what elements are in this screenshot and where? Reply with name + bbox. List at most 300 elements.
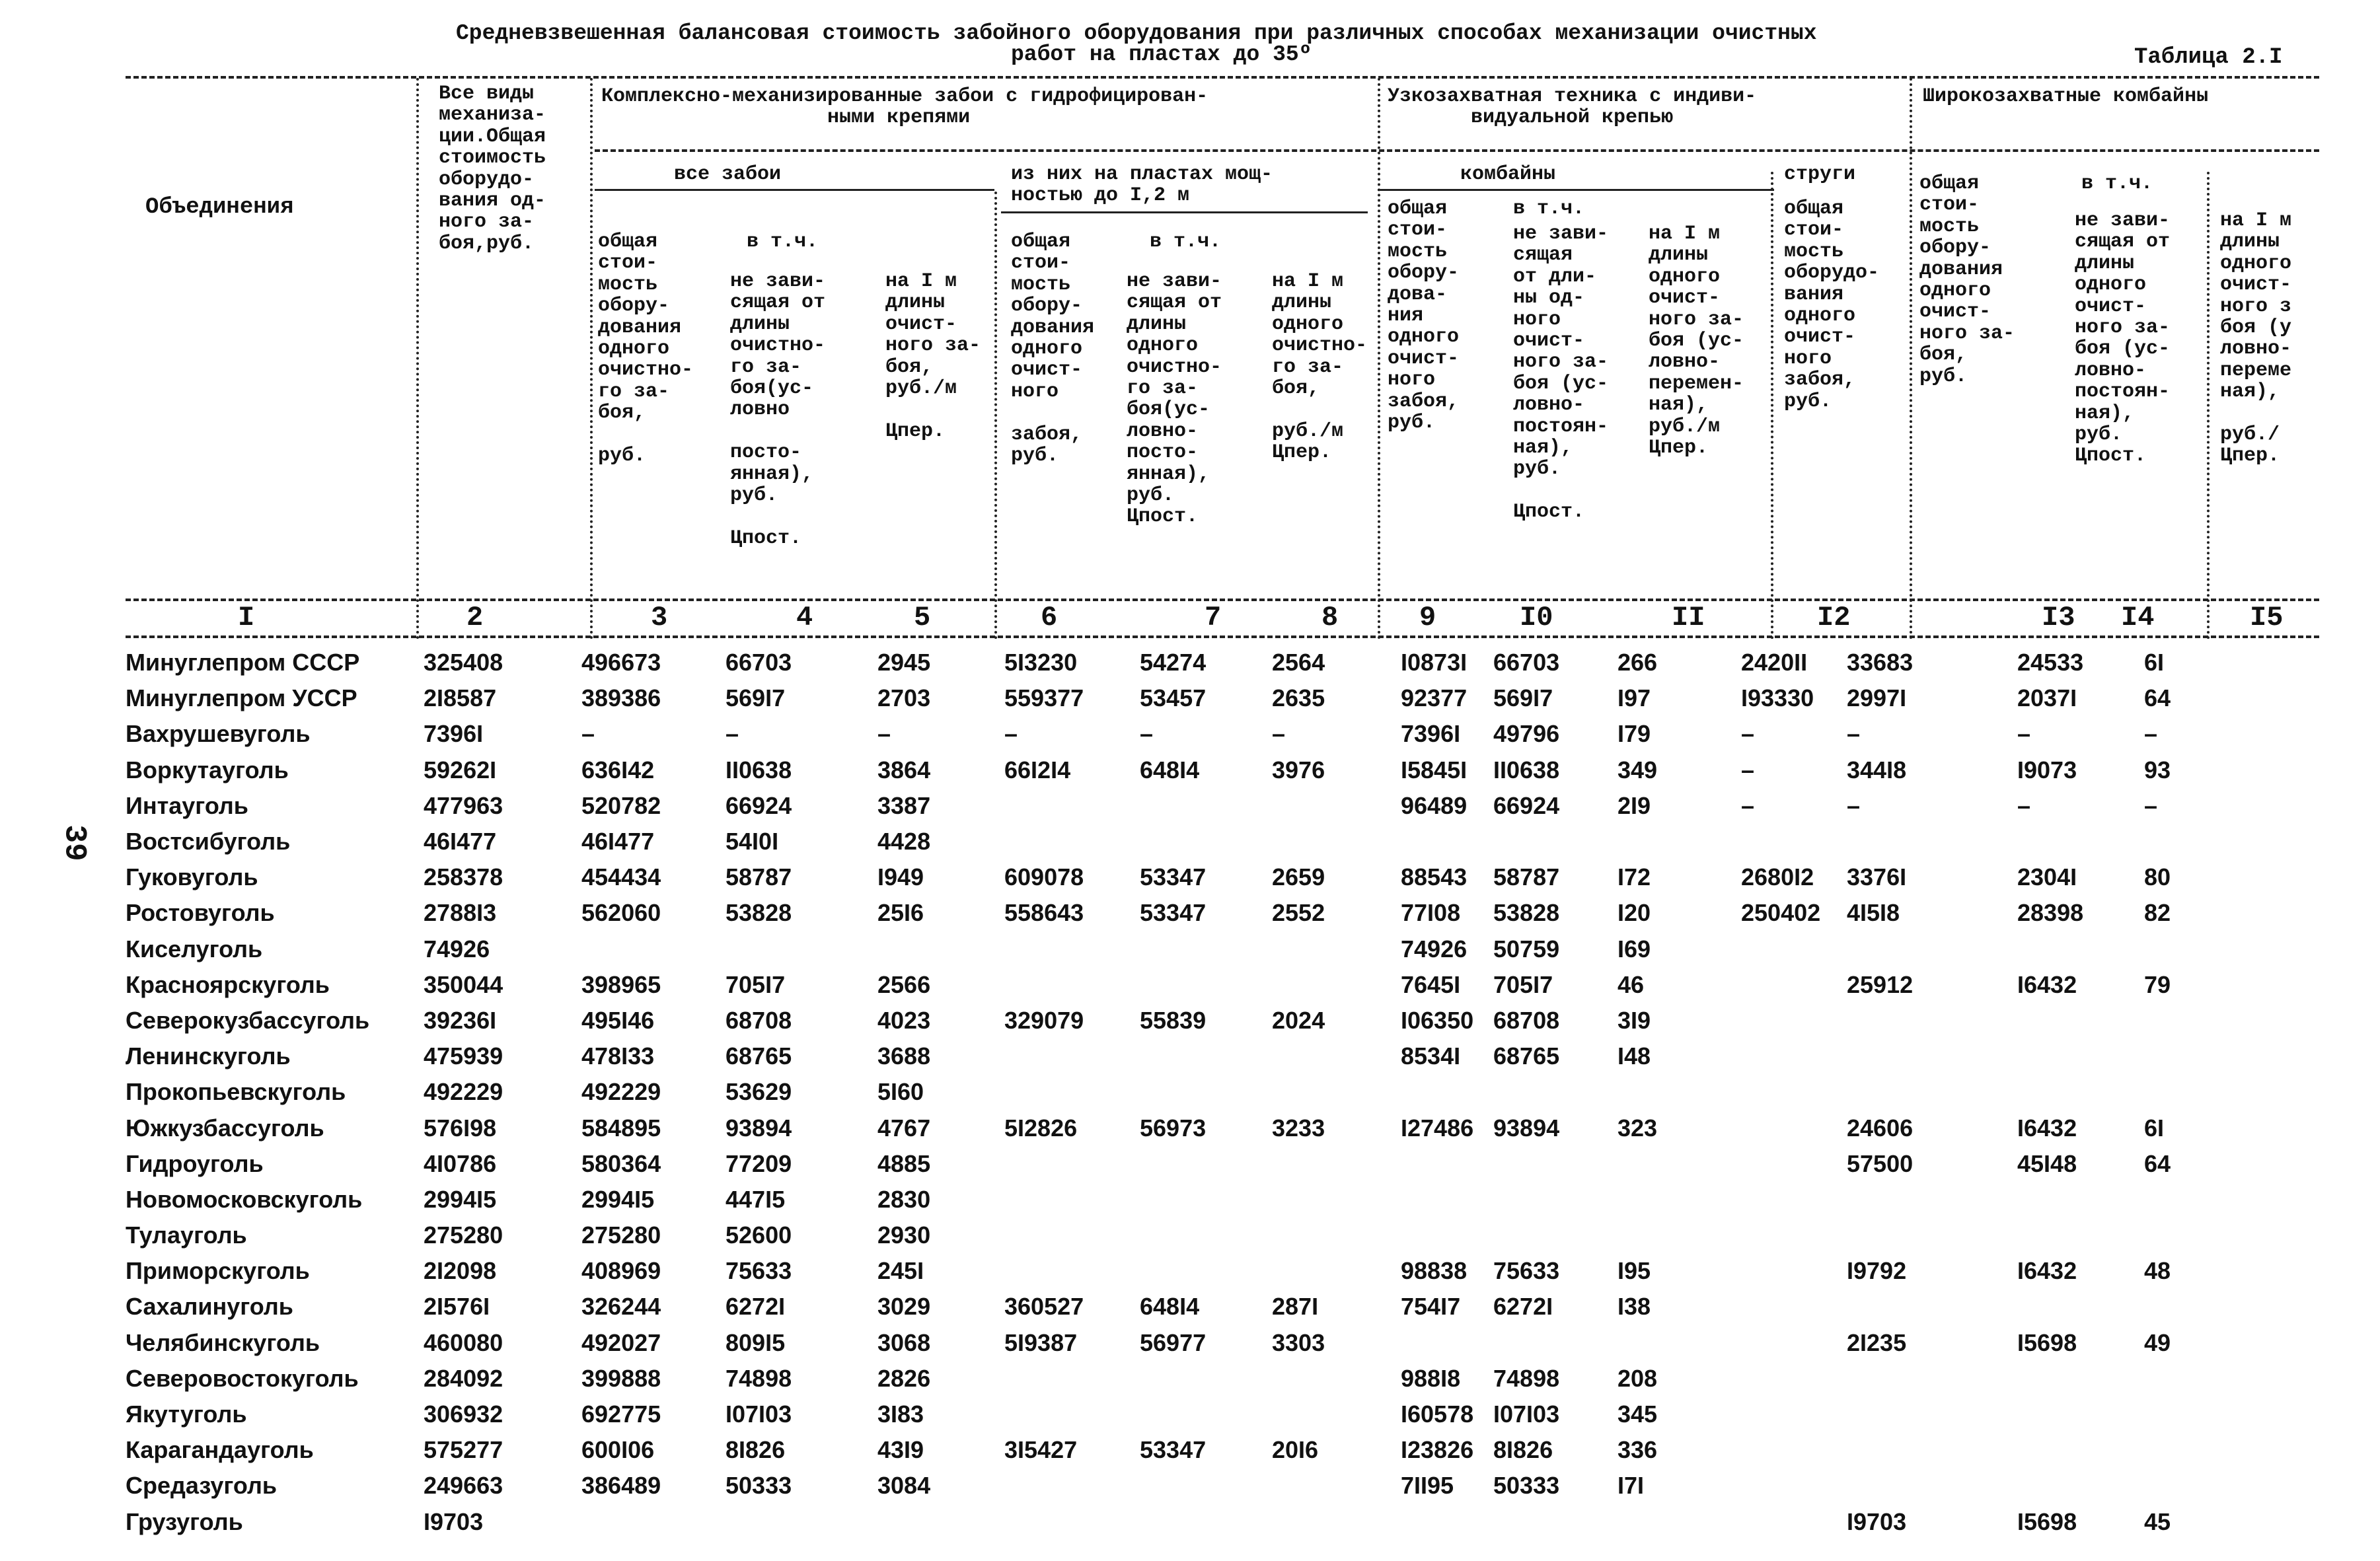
column-number: I <box>238 602 255 634</box>
cell-col10 <box>1493 1504 1612 1540</box>
header-incl-comb: в т.ч. <box>1513 198 1585 220</box>
cell-col12 <box>1741 1432 1847 1468</box>
header-col10: не зави- сящая от дли- ны од- ного очист- ного за- боя (ус- ловно- постоян- ная), руб. Цпост. <box>1513 223 1609 524</box>
header-col13: общая стои- мость обору- дования одного очист- ного за- боя, руб. <box>1919 172 2015 388</box>
table-row <box>126 1217 2210 1253</box>
cell-col2: 2I576I <box>424 1293 490 1321</box>
column-number: II <box>1672 602 1705 634</box>
cell-col10: 68708 <box>1493 1006 1560 1034</box>
cell-col12 <box>1741 1361 1847 1397</box>
cell-col13: 4I5I8 <box>1847 899 1900 927</box>
cell-col8: – <box>1272 720 1286 748</box>
cell-col13: 24606 <box>1847 1114 1914 1142</box>
cell-col9: 7II95 <box>1401 1472 1454 1500</box>
cell-col10: 66703 <box>1493 649 1560 676</box>
row-name: Минуглепром УССР <box>126 684 357 712</box>
cell-col9: I0873I <box>1401 649 1468 676</box>
cell-col4: 68708 <box>725 1006 792 1034</box>
cell-col11 <box>1612 1504 1741 1540</box>
table-row <box>126 1325 2210 1361</box>
cell-col13: 2I235 <box>1847 1328 1907 1356</box>
cell-col9 <box>1401 1217 1493 1253</box>
cell-col6 <box>1004 1253 1140 1289</box>
cell-col5: 3I83 <box>877 1400 924 1428</box>
cell-col15: 64 <box>2144 684 2171 712</box>
column-number: 2 <box>466 602 484 634</box>
table-row <box>126 788 2210 824</box>
cell-col3: 495I46 <box>581 1006 655 1034</box>
cell-col6: 5I3230 <box>1004 649 1078 676</box>
cell-col14: 2037I <box>2017 684 2077 712</box>
row-name: Киселуголь <box>126 935 263 962</box>
row-name: Гидроуголь <box>126 1149 264 1177</box>
cell-col10: 93894 <box>1493 1114 1560 1142</box>
cell-col9: I5845I <box>1401 756 1468 783</box>
header-col14: не зави- сящая от длины одного очист- ного за- боя (ус- ловно- постоян- ная), руб. Цпост. <box>2075 209 2171 468</box>
cell-col11 <box>1612 1146 1741 1182</box>
cell-col3: 636I42 <box>581 756 655 783</box>
table-label: Таблица 2.I <box>2134 45 2283 70</box>
cell-col7 <box>1140 1253 1272 1289</box>
cell-col3: 454434 <box>581 863 661 891</box>
cell-col13: 344I8 <box>1847 756 1907 783</box>
table-row <box>126 1038 2210 1074</box>
header-group-wide: Широкозахватные комбайны <box>1923 85 2209 108</box>
cell-col9: 88543 <box>1401 863 1468 891</box>
cell-col9: 7396I <box>1401 720 1461 748</box>
cell-col5: 3084 <box>877 1472 931 1500</box>
cell-col4: 705I7 <box>725 970 786 998</box>
cell-col12: – <box>1741 720 1755 748</box>
header-plows: струги <box>1784 163 1856 186</box>
cell-col8: 3303 <box>1272 1328 1325 1356</box>
data-table <box>126 645 2210 1540</box>
cell-col11: 323 <box>1618 1114 1658 1142</box>
cell-col11: I97 <box>1618 684 1651 712</box>
cell-col3: 584895 <box>581 1114 661 1142</box>
cell-col10 <box>1493 1325 1612 1361</box>
header-incl-all: в т.ч. <box>747 231 819 253</box>
row-name: Новомосковскуголь <box>126 1185 363 1213</box>
cell-col13 <box>1847 1432 2012 1468</box>
header-col6: общая стои- мость обору- дования одного очист- ного забоя, руб. <box>1011 231 1095 467</box>
row-name: Интауголь <box>126 791 248 819</box>
row-name: Вахрушевуголь <box>126 720 311 748</box>
cell-col9: I06350 <box>1401 1006 1474 1034</box>
row-name: Ленинскуголь <box>126 1042 291 1070</box>
cell-col8: 2024 <box>1272 1006 1325 1034</box>
cell-col3: 692775 <box>581 1400 661 1428</box>
cell-col4: 8I826 <box>725 1436 786 1464</box>
cell-col6 <box>1004 1397 1140 1432</box>
cell-col12 <box>1741 1397 1847 1432</box>
cell-col11: I95 <box>1618 1257 1651 1285</box>
cell-col9 <box>1401 1504 1493 1540</box>
row-name: Челябинскуголь <box>126 1328 320 1356</box>
cell-col5: 3029 <box>877 1293 931 1321</box>
cell-col11: I72 <box>1618 863 1651 891</box>
cell-col6 <box>1004 1074 1140 1110</box>
cell-col2: I9703 <box>424 1507 484 1535</box>
cell-col9 <box>1401 1325 1493 1361</box>
cell-col8 <box>1272 1074 1401 1110</box>
column-number: 6 <box>1041 602 1058 634</box>
cell-col2: 492229 <box>424 1078 503 1106</box>
cell-col13: I9703 <box>1847 1507 1907 1535</box>
cell-col6 <box>1004 1146 1140 1182</box>
cell-col10: 705I7 <box>1493 970 1553 998</box>
column-number: I4 <box>2121 602 2155 634</box>
cell-col15: – <box>2144 720 2158 748</box>
cell-col11 <box>1612 824 1741 859</box>
cell-col12 <box>1741 931 1847 967</box>
cell-col3 <box>581 931 720 967</box>
cell-col11: 3I9 <box>1618 1006 1651 1034</box>
cell-col7: 56973 <box>1140 1114 1207 1142</box>
cell-col8: 3976 <box>1272 756 1325 783</box>
table-row <box>126 1468 2210 1504</box>
cell-col14: I5698 <box>2017 1328 2077 1356</box>
cell-col5: 2930 <box>877 1221 931 1249</box>
cell-col4: 93894 <box>725 1114 792 1142</box>
cell-col4: 6272I <box>725 1293 786 1321</box>
cell-col10: 68765 <box>1493 1042 1560 1070</box>
row-name: Приморскуголь <box>126 1257 310 1285</box>
cell-col3: 46I477 <box>581 828 655 855</box>
cell-col6: 5I2826 <box>1004 1114 1078 1142</box>
cell-col15: 6I <box>2144 649 2165 676</box>
cell-col11: 46 <box>1618 970 1645 998</box>
cell-col6: – <box>1004 720 1018 748</box>
cell-col10 <box>1493 1217 1612 1253</box>
row-name: Гуковуголь <box>126 863 258 891</box>
header-combines: комбайны <box>1460 163 1556 186</box>
cell-col2: 258378 <box>424 863 503 891</box>
cell-col8 <box>1272 1182 1401 1217</box>
cell-col13: – <box>1847 720 1861 748</box>
page-number: 39 <box>57 824 92 861</box>
cell-col5 <box>877 1504 1004 1540</box>
cell-col6 <box>1004 967 1140 1003</box>
cell-col10: 50759 <box>1493 935 1560 962</box>
cell-col5: 245I <box>877 1257 924 1285</box>
cell-col3: – <box>581 720 595 748</box>
cell-col10: 49796 <box>1493 720 1560 748</box>
cell-col3: 408969 <box>581 1257 661 1285</box>
cell-col13 <box>1847 1003 2012 1038</box>
cell-col5: I949 <box>877 863 924 891</box>
cell-col9: 98838 <box>1401 1257 1468 1285</box>
cell-col9: I23826 <box>1401 1436 1474 1464</box>
cell-col8 <box>1272 1504 1401 1540</box>
cell-col12 <box>1741 1289 1847 1325</box>
cell-col5 <box>877 931 1004 967</box>
cell-col12 <box>1741 1217 1847 1253</box>
header-group-narrow: Узкозахватная техника с индиви- видуальной крепью <box>1388 85 1757 129</box>
cell-col2: 275280 <box>424 1221 503 1249</box>
cell-col3: 386489 <box>581 1472 661 1500</box>
row-name: Северовостокуголь <box>126 1364 359 1392</box>
cell-col6: 559377 <box>1004 684 1084 712</box>
cell-col3: 492027 <box>581 1328 661 1356</box>
cell-col15 <box>2144 1074 2210 1110</box>
cell-col7 <box>1140 1182 1272 1217</box>
row-name: Красноярскуголь <box>126 970 330 998</box>
cell-col5: 2945 <box>877 649 931 676</box>
cell-col13 <box>1847 931 2012 967</box>
cell-col11: I69 <box>1618 935 1651 962</box>
cell-col6 <box>1004 931 1140 967</box>
cell-col7: 56977 <box>1140 1328 1207 1356</box>
cell-col7 <box>1140 788 1272 824</box>
cell-col12: – <box>1741 756 1755 783</box>
cell-col6: 5I9387 <box>1004 1328 1078 1356</box>
row-name: Минуглепром СССР <box>126 649 360 676</box>
cell-col12: 250402 <box>1741 899 1821 927</box>
header-incl-wide: в т.ч. <box>2081 172 2153 195</box>
header-col3: общая стои- мость обору- дования одного очистно- го за- боя, руб. <box>598 231 694 467</box>
cell-col10: 58787 <box>1493 863 1560 891</box>
header-top-rule <box>126 76 2319 79</box>
cell-col7: 53457 <box>1140 684 1207 712</box>
table-row <box>126 1003 2210 1038</box>
row-name: Воркутауголь <box>126 756 289 783</box>
row-name: Якутуголь <box>126 1400 247 1428</box>
cell-col5: 2826 <box>877 1364 931 1392</box>
cell-col4: 53629 <box>725 1078 792 1106</box>
cell-col6: 558643 <box>1004 899 1084 927</box>
cell-col14 <box>2012 1038 2144 1074</box>
cell-col2: 350044 <box>424 970 503 998</box>
group-rule-thin-seams <box>1001 211 1368 213</box>
cell-col9: 8534I <box>1401 1042 1461 1070</box>
cell-col12 <box>1741 1146 1847 1182</box>
row-name: Южкузбассуголь <box>126 1114 324 1142</box>
cell-col6: 66I2I4 <box>1004 756 1071 783</box>
cell-col3: 2994I5 <box>581 1185 655 1213</box>
cell-col7 <box>1140 1146 1272 1182</box>
cell-col15: – <box>2144 791 2158 819</box>
col-separator <box>1771 172 1773 639</box>
column-number: 5 <box>914 602 931 634</box>
cell-col7 <box>1140 1361 1272 1397</box>
cell-col10: 75633 <box>1493 1257 1560 1285</box>
table-title-line2: работ на пластах до 35º <box>1011 42 1312 67</box>
header-col4: не зави- сящая от длины очистно- го за- боя(ус- ловно посто- янная), руб. Цпост. <box>730 270 826 550</box>
cell-col14: I6432 <box>2017 970 2077 998</box>
cell-col13 <box>1847 1361 2012 1397</box>
cell-col5: 25I6 <box>877 899 924 927</box>
table-row <box>126 1432 2210 1468</box>
cell-col4: 53828 <box>725 899 792 927</box>
cell-col11: I48 <box>1618 1042 1651 1070</box>
cell-col12 <box>1741 1003 1847 1038</box>
cell-col8: 2564 <box>1272 649 1325 676</box>
cell-col10: II0638 <box>1493 756 1560 783</box>
cell-col4 <box>720 1504 877 1540</box>
header-group-complex: Комплексно-механизированные забои с гидрофицирован- ными крепями <box>601 85 1209 129</box>
cell-col11: 336 <box>1618 1436 1658 1464</box>
cell-col8 <box>1272 1468 1401 1504</box>
cell-col7: 54274 <box>1140 649 1207 676</box>
cell-col4: 569I7 <box>725 684 786 712</box>
cell-col14: 45I48 <box>2017 1149 2077 1177</box>
cell-col2: 2788I3 <box>424 899 497 927</box>
cell-col12 <box>1741 1325 1847 1361</box>
subheader-rule <box>595 149 2319 152</box>
cell-col4: 54I0I <box>725 828 779 855</box>
cell-col12: 2680I2 <box>1741 863 1814 891</box>
cell-col10 <box>1493 1182 1612 1217</box>
cell-col13: 2997I <box>1847 684 1907 712</box>
col-separator <box>994 192 997 639</box>
cell-col7: – <box>1140 720 1154 748</box>
cell-col14 <box>2012 1468 2144 1504</box>
cell-col8: 2659 <box>1272 863 1325 891</box>
cell-col2: 2I2098 <box>424 1257 497 1285</box>
cell-col4: 77209 <box>725 1149 792 1177</box>
row-name: Ростовуголь <box>126 899 275 927</box>
cell-col3: 275280 <box>581 1221 661 1249</box>
cell-col2: 477963 <box>424 791 503 819</box>
cell-col4: 58787 <box>725 863 792 891</box>
cell-col14: 2304I <box>2017 863 2077 891</box>
cell-col13 <box>1847 1182 2012 1217</box>
column-number: 7 <box>1205 602 1222 634</box>
cell-col9: 92377 <box>1401 684 1468 712</box>
row-name: Средазуголь <box>126 1472 277 1500</box>
cell-col4: – <box>725 720 739 748</box>
cell-col15 <box>2144 1432 2210 1468</box>
cell-col15 <box>2144 1289 2210 1325</box>
cell-col3: 580364 <box>581 1149 661 1177</box>
table-row <box>126 824 2210 859</box>
cell-col12 <box>1741 1038 1847 1074</box>
cell-col4: 50333 <box>725 1472 792 1500</box>
table-row <box>126 752 2210 788</box>
cell-col6: 329079 <box>1004 1006 1084 1034</box>
cell-col13: 25912 <box>1847 970 1914 998</box>
cell-col14 <box>2012 1289 2144 1325</box>
cell-col14: I9073 <box>2017 756 2077 783</box>
cell-col6 <box>1004 788 1140 824</box>
cell-col8 <box>1272 967 1401 1003</box>
cell-col14 <box>2012 1182 2144 1217</box>
cell-col7 <box>1140 967 1272 1003</box>
cell-col12 <box>1741 1253 1847 1289</box>
cell-col2: 2994I5 <box>424 1185 497 1213</box>
cell-col11: 208 <box>1618 1364 1658 1392</box>
cell-col10 <box>1493 1146 1612 1182</box>
cell-col15: 49 <box>2144 1328 2171 1356</box>
table-row <box>126 1397 2210 1432</box>
cell-col13 <box>1847 1397 2012 1432</box>
cell-col3: 520782 <box>581 791 661 819</box>
cell-col15 <box>2144 1217 2210 1253</box>
cell-col4: I07I03 <box>725 1400 792 1428</box>
cell-col8 <box>1272 788 1401 824</box>
cell-col15: 80 <box>2144 863 2171 891</box>
cell-col14 <box>2012 1074 2144 1110</box>
row-name: Карагандауголь <box>126 1436 314 1464</box>
cell-col14: 24533 <box>2017 649 2084 676</box>
cell-col6: 360527 <box>1004 1293 1084 1321</box>
column-number: I0 <box>1520 602 1553 634</box>
cell-col10: I07I03 <box>1493 1400 1560 1428</box>
header-col9: общая стои- мость обору- дова- ния одного очист- ного забоя, руб. <box>1388 198 1460 434</box>
table-row <box>126 716 2210 752</box>
table-row <box>126 859 2210 895</box>
cell-col8 <box>1272 824 1401 859</box>
cell-col6 <box>1004 1468 1140 1504</box>
cell-col10 <box>1493 1074 1612 1110</box>
cell-col13: I9792 <box>1847 1257 1907 1285</box>
col-separator <box>1378 78 1380 639</box>
cell-col4: 75633 <box>725 1257 792 1285</box>
cell-col15 <box>2144 1182 2210 1217</box>
table-row <box>126 1182 2210 1217</box>
cell-col4 <box>720 931 877 967</box>
cell-col10: 50333 <box>1493 1472 1560 1500</box>
cell-col13 <box>1847 1074 2012 1110</box>
cell-col8 <box>1272 1217 1401 1253</box>
cell-col4: 447I5 <box>725 1185 786 1213</box>
cell-col8: 2635 <box>1272 684 1325 712</box>
cell-col3: 398965 <box>581 970 661 998</box>
cell-col7: 648I4 <box>1140 1293 1200 1321</box>
cell-col9: 77I08 <box>1401 899 1461 927</box>
cell-col8: 2552 <box>1272 899 1325 927</box>
column-number-rule-top <box>126 599 2319 601</box>
cell-col2: 4I0786 <box>424 1149 497 1177</box>
cell-col7: 55839 <box>1140 1006 1207 1034</box>
row-name: Тулауголь <box>126 1221 247 1249</box>
cell-col7 <box>1140 1397 1272 1432</box>
cell-col10: 53828 <box>1493 899 1560 927</box>
cell-col14: I6432 <box>2017 1257 2077 1285</box>
cell-col2: 7396I <box>424 720 484 748</box>
header-col12: общая стои- мость оборудо- вания одного очист- ного забоя, руб. <box>1784 198 1880 413</box>
cell-col9: 74926 <box>1401 935 1468 962</box>
cell-col8 <box>1272 1361 1401 1397</box>
cell-col4: II0638 <box>725 756 792 783</box>
cell-col11: I79 <box>1618 720 1651 748</box>
cell-col8: 20I6 <box>1272 1436 1319 1464</box>
cell-col6: 609078 <box>1004 863 1084 891</box>
cell-col5: 3688 <box>877 1042 931 1070</box>
column-number: 3 <box>651 602 668 634</box>
cell-col12: I93330 <box>1741 684 1814 712</box>
cell-col2: 576I98 <box>424 1114 497 1142</box>
cell-col8 <box>1272 1146 1401 1182</box>
cell-col11: I38 <box>1618 1293 1651 1321</box>
cell-col13: 33683 <box>1847 649 1914 676</box>
table-row <box>126 1504 2210 1540</box>
cell-col3: 399888 <box>581 1364 661 1392</box>
cell-col10: 569I7 <box>1493 684 1553 712</box>
cell-col4: 68765 <box>725 1042 792 1070</box>
cell-col3: 600I06 <box>581 1436 655 1464</box>
cell-col2: 325408 <box>424 649 503 676</box>
cell-col7 <box>1140 931 1272 967</box>
cell-col4: 74898 <box>725 1364 792 1392</box>
cell-col13: 57500 <box>1847 1149 1914 1177</box>
table-row <box>126 1110 2210 1145</box>
cell-col3 <box>581 1504 720 1540</box>
row-name: Сахалинуголь <box>126 1293 293 1321</box>
cell-col5: 2703 <box>877 684 931 712</box>
header-col1: Объединения <box>145 195 294 220</box>
